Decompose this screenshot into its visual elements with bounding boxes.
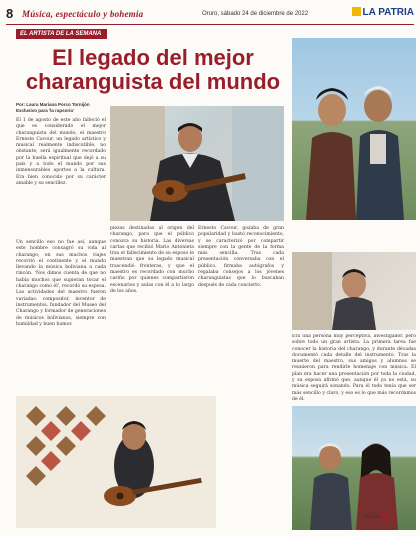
author: Por: Laura Mariana Porco Tornijón (16, 102, 90, 107)
issue-date: Oruro, sábado 24 de diciembre de 2022 (202, 11, 309, 17)
signature-text: Bolivia (364, 515, 380, 520)
headline: El legado del mejor charanguista del mundo (25, 45, 281, 94)
byline (16, 102, 106, 114)
body-column-1: El 1 de agosto de este año falleció el que es considerado el mejor charanguista del mundo, el maestro Ernesto Cavour, un legado artístico y musical realmente indiscutible, no obstante, será igualmente recordado por la huella espiritual que dejó a su país y a todo el mundo por sus inmensurables aportes a la cultura. Era bien conocido por su carácter amable y su sencillez. (16, 118, 106, 186)
newspaper-logo (352, 7, 414, 18)
body-column-2: Un sencillo eso no fue así, aunque este hombre consagró su vida al charango; en sus muchos viajes recorrió el continente y el mundo llevando la música boliviana a cada rincón. 'Nos dimos cuenta de que no había muchos que supieran tocar el charango como él', recordó su esposa. Las actividades del maestro fueron variadas: compositor, inventor de instrumentos, fundador del Museo del Charango y formador de generaciones de músicos bolivianos, siempre con humildad y buen humor. (16, 240, 106, 327)
photo-portrait (292, 252, 416, 330)
photo-outdoor (292, 406, 416, 530)
photo-couple (292, 38, 416, 220)
body-column-5-continued: Era una persona muy perceptiva, investigador, pero sobre todo un gran artista. La primera tarea fue conocer la historia del charango, y durante décadas documentó cada detalle del instrumento. Tras la muerte del maestro, sus amigos y alumnos se reunieron para rendirle homenaje con música. El plan era hacer una presentación por toda la ciudad, y su esposa afirmó que, aunque él ya no está, su música seguirá sonando. Para él todo tenía que ser más sencillo y claro, y eso es lo que más recordamos de él. (292, 334, 416, 402)
body-column-4: Ernesto Cavour, gozaba de gran popularidad y bastó reconocimiento, y se caracterizó por compartir siempre con la gente de la forma más sencilla. Tras cada presentación conversaba con el público, firmaba autógrafos y regalaba consejos a los jóvenes charanguistas que lo buscaban después de cada concierto. (198, 226, 284, 288)
section-kicker: EL ARTISTA DE LA SEMANA (16, 29, 107, 39)
page-header (6, 6, 414, 25)
charanguista-illustration (110, 106, 284, 221)
photo-charango-textile (16, 396, 216, 528)
logo-text: LA PATRIA (362, 7, 414, 18)
body-column-3: piezas destinadas al origen del charango, para que el público conozca su historia. Las diversas cartas que recibió Mario Antonieta tras el fallecimiento de su esposo le muestran que su legado musical trascendió fronteras, y que el maestro es recordado con mucho cariño por quienes compartieron escenarios y aulas con él a lo largo de los años. (110, 226, 194, 294)
section-name: Música, espectáculo y bohemia (22, 9, 144, 19)
article-signature (364, 514, 387, 520)
main-photo-charanguista (110, 106, 284, 221)
page-number: 8 (6, 6, 14, 21)
portrait-illustration (292, 252, 416, 330)
logo-mark-icon (352, 7, 361, 16)
textile-illustration (16, 396, 216, 528)
outdoor-illustration (292, 406, 416, 530)
byline-note: Exclusivo para 'la rapsoria' (16, 108, 74, 113)
end-mark-icon (382, 514, 387, 519)
couple-illustration (292, 38, 416, 220)
